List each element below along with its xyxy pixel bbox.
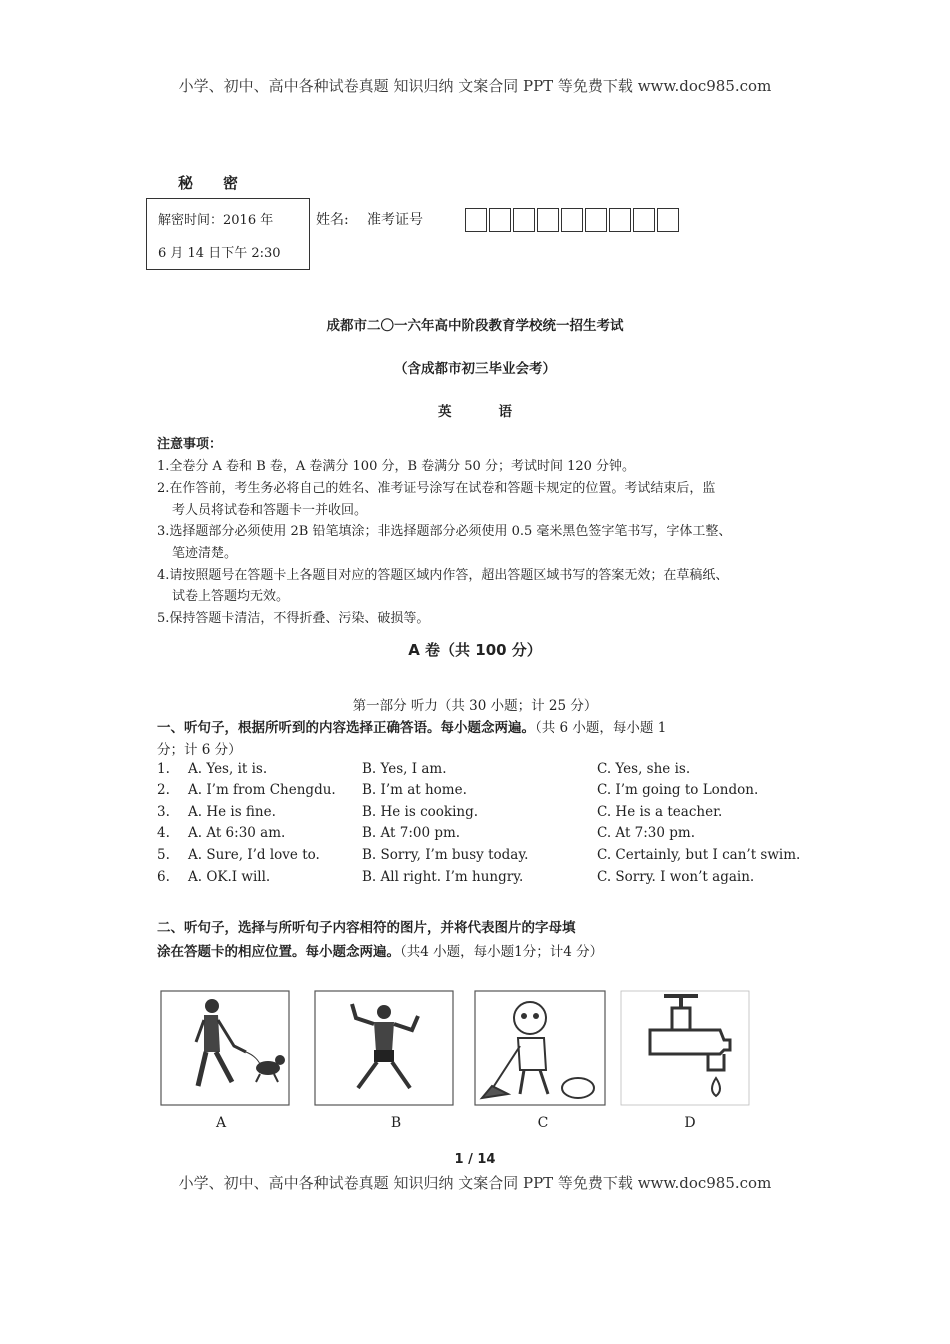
id-box[interactable] bbox=[657, 208, 679, 232]
paper-a-title: A 卷（共 100 分） bbox=[408, 641, 542, 659]
section2-title: 二、听句子，选择与所听句子内容相符的图片，并将代表图片的字母填 bbox=[157, 920, 576, 936]
notice-line: 3.选择题部分必须使用 2B 铅笔填涂；非选择题部分必须使用 0.5 毫米黑色签字笔书写，字体工整、 bbox=[157, 524, 732, 539]
option-b[interactable]: B. At 7:00 pm. bbox=[362, 825, 461, 841]
picture-label-a: A bbox=[215, 1115, 227, 1131]
exam-title: 成都市二〇一六年高中阶段教育学校统一招生考试 bbox=[326, 318, 624, 334]
notice-line: 考人员将试卷和答题卡一并收回。 bbox=[172, 503, 368, 518]
part1-title: 第一部分 听力（共 30 小题；计 25 分） bbox=[352, 698, 598, 714]
id-label: 准考证号 bbox=[367, 212, 423, 228]
id-box[interactable] bbox=[561, 208, 583, 232]
id-box[interactable] bbox=[537, 208, 559, 232]
id-box[interactable] bbox=[633, 208, 655, 232]
option-b[interactable]: B. All right. I’m hungry. bbox=[362, 869, 524, 885]
question-number: 1. bbox=[157, 761, 170, 777]
notice-line: 笔迹清楚。 bbox=[172, 546, 238, 561]
name-label: 姓名: bbox=[316, 212, 349, 228]
id-box[interactable] bbox=[513, 208, 535, 232]
notice-line: 试卷上答题均无效。 bbox=[172, 589, 290, 604]
question-number: 6. bbox=[157, 869, 170, 885]
option-a[interactable]: A. Sure, I’d love to. bbox=[188, 847, 320, 863]
picture-label-b: B bbox=[390, 1115, 402, 1131]
notice-line: 5.保持答题卡清洁，不得折叠、污染、破损等。 bbox=[157, 611, 430, 626]
option-b[interactable]: B. Yes, I am. bbox=[362, 761, 447, 777]
option-a[interactable]: A. At 6:30 am. bbox=[188, 825, 286, 841]
man-walking-dog-icon bbox=[160, 990, 290, 1106]
option-c[interactable]: C. Yes, she is. bbox=[597, 761, 691, 777]
section2-title-cont: 涂在答题卡的相应位置。每小题念两遍。（共4 小题，每小题1分；计4 分） bbox=[157, 944, 604, 960]
question-number: 3. bbox=[157, 804, 170, 820]
question-number: 5. bbox=[157, 847, 170, 863]
option-a[interactable]: A. I’m from Chengdu. bbox=[188, 782, 336, 798]
picture-label-d: D bbox=[684, 1115, 696, 1131]
secret-label: 秘 密 bbox=[178, 174, 241, 192]
option-b[interactable]: B. I’m at home. bbox=[362, 782, 467, 798]
robot-vacuuming-icon bbox=[474, 990, 606, 1106]
option-c[interactable]: C. I’m going to London. bbox=[597, 782, 759, 798]
option-b[interactable]: B. Sorry, I’m busy today. bbox=[362, 847, 529, 863]
option-c[interactable]: C. He is a teacher. bbox=[597, 804, 723, 820]
option-c[interactable]: C. Sorry. I won’t again. bbox=[597, 869, 755, 885]
page-number: 1 / 14 bbox=[454, 1152, 496, 1167]
option-a[interactable]: A. OK.I will. bbox=[188, 869, 271, 885]
header-banner: 小学、初中、高中各种试卷真题 知识归纳 文案合同 PPT 等免费下载 www.doc985.com bbox=[178, 77, 772, 95]
exam-subtitle: （含成都市初三毕业会考） bbox=[394, 361, 556, 377]
section1-title-cont: 分；计 6 分） bbox=[157, 742, 242, 758]
footer-banner: 小学、初中、高中各种试卷真题 知识归纳 文案合同 PPT 等免费下载 www.doc985.com bbox=[178, 1174, 772, 1192]
option-a[interactable]: A. He is fine. bbox=[188, 804, 276, 820]
declassify-line-2: 6 月 14 日下午 2:30 bbox=[158, 246, 281, 261]
option-c[interactable]: C. Certainly, but I can’t swim. bbox=[597, 847, 801, 863]
subject-title: 英 语 bbox=[438, 404, 512, 420]
option-a[interactable]: A. Yes, it is. bbox=[188, 761, 268, 777]
id-number-boxes[interactable] bbox=[465, 208, 681, 232]
question-number: 2. bbox=[157, 782, 170, 798]
option-b[interactable]: B. He is cooking. bbox=[362, 804, 479, 820]
question-number: 4. bbox=[157, 825, 170, 841]
picture-label-c: C bbox=[537, 1115, 549, 1131]
notice-line: 4.请按照题号在答题卡上各题目对应的答题区域内作答，超出答题区域书写的答案无效；在草稿纸、 bbox=[157, 568, 729, 583]
notice-line: 1.全卷分 A 卷和 B 卷，A 卷满分 100 分，B 卷满分 50 分；考试时间 120 分钟。 bbox=[157, 459, 636, 474]
id-box[interactable] bbox=[609, 208, 631, 232]
id-box[interactable] bbox=[465, 208, 487, 232]
declassify-box bbox=[146, 198, 310, 270]
notice-heading: 注意事项： bbox=[157, 437, 223, 452]
man-exercising-icon bbox=[314, 990, 454, 1106]
notice-line: 2.在作答前，考生务必将自己的姓名、准考证号涂写在试卷和答题卡规定的位置。考试结束后，监 bbox=[157, 481, 716, 496]
id-box[interactable] bbox=[489, 208, 511, 232]
option-c[interactable]: C. At 7:30 pm. bbox=[597, 825, 696, 841]
id-box[interactable] bbox=[585, 208, 607, 232]
dripping-tap-icon bbox=[620, 990, 750, 1106]
declassify-line-1: 解密时间：2016 年 bbox=[158, 213, 274, 228]
section1-title: 一、听句子，根据所听到的内容选择正确答语。每小题念两遍。（共 6 小题，每小题 1 bbox=[157, 720, 667, 736]
